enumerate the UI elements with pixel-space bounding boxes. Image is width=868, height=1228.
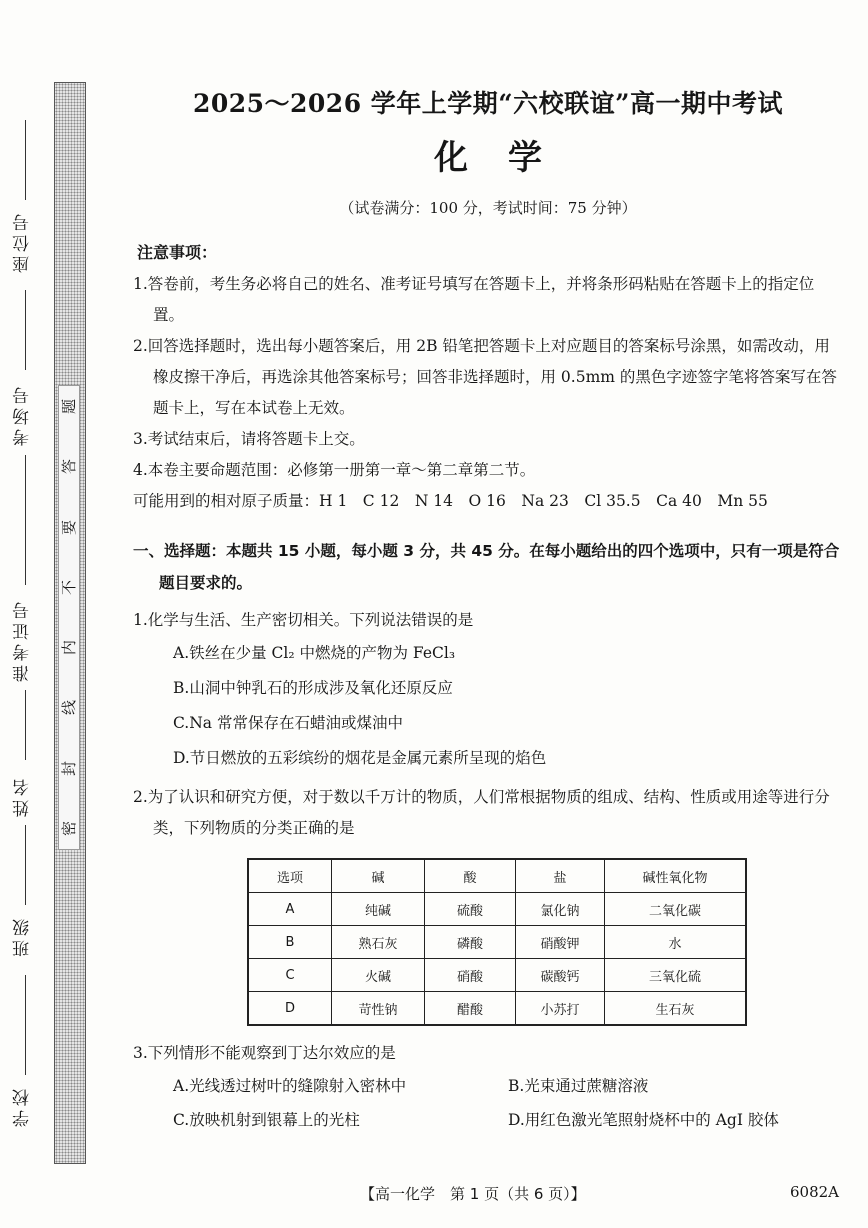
table-cell: A (248, 893, 332, 926)
table-header: 选项 (248, 859, 332, 893)
section-heading: 一、选择题：本题共 15 小题，每小题 3 分，共 45 分。在每小题给出的四个选项中，只有一项是符合题目要求的。 (133, 542, 840, 592)
question-1-option-a: A.铁丝在少量 Cl₂ 中燃烧的产物为 FeCl₃ (173, 644, 456, 662)
question-3-option-c: C.放映机射到银幕上的光柱 (173, 1111, 360, 1129)
notice-item: 4.本卷主要命题范围：必修第一册第一章～第二章第二节。 (133, 461, 536, 479)
class-label: 班级 (13, 915, 33, 957)
table-header: 酸 (425, 859, 516, 893)
question-1-option-c: C.Na 常常保存在石蜡油或煤油中 (173, 714, 403, 732)
binding-margin (0, 0, 110, 1228)
atomic-mass-line: 可能用到的相对原子质量：H 1 C 12 N 14 O 16 Na 23 Cl 35.5 Ca 40 Mn 55 (133, 492, 768, 510)
seal-char: 线 (60, 700, 79, 716)
table-cell: 碳酸钙 (516, 959, 605, 992)
table-cell: B (248, 926, 332, 959)
exam-page (133, 78, 843, 1137)
table-header: 碱 (332, 859, 425, 893)
field-line (25, 455, 26, 585)
table-header: 碱性氧化物 (605, 859, 747, 893)
table-cell: 硝酸钾 (516, 926, 605, 959)
question-1-option-d: D.节日燃放的五彩缤纷的烟花是金属元素所呈现的焰色 (173, 749, 547, 767)
table-cell: 生石灰 (605, 992, 747, 1026)
question-3-options-row (173, 1103, 843, 1137)
name-label: 姓名 (13, 775, 33, 817)
school-label: 学校 (13, 1085, 33, 1127)
question-3-option-d: D.用红色激光笔照射烧杯中的 AgI 胶体 (508, 1111, 779, 1129)
classification-table (247, 858, 747, 1026)
table-row (248, 926, 746, 959)
field-line (25, 690, 26, 760)
notice-item: 3.考试结束后，请将答题卡上交。 (133, 430, 365, 448)
table-cell: 磷酸 (425, 926, 516, 959)
table-cell: 小苏打 (516, 992, 605, 1026)
table-row (248, 959, 746, 992)
question-1-stem: 1.化学与生活、生产密切相关。下列说法错误的是 (133, 611, 474, 629)
question-3-option-b: B.光束通过蔗糖溶液 (508, 1077, 649, 1095)
table-cell: 苛性钠 (332, 992, 425, 1026)
table-cell: C (248, 959, 332, 992)
field-line (25, 120, 26, 200)
table-cell: 纯碱 (332, 893, 425, 926)
question-3-options-row (173, 1069, 843, 1103)
page-number: 【高一化学 第 1 页（共 6 页）】 (360, 1185, 586, 1203)
field-line (25, 290, 26, 370)
table-header: 盐 (516, 859, 605, 893)
seal-char: 密 (60, 820, 79, 836)
admission-number-label: 准考证号 (13, 598, 33, 682)
table-cell: 二氧化碳 (605, 893, 747, 926)
question-2-stem: 2.为了认识和研究方便，对于数以千万计的物质，人们常根据物质的组成、结构、性质或用途等进行分类，下列物质的分类正确的是 (133, 788, 830, 837)
question-3-stem: 3.下列情形不能观察到丁达尔效应的是 (133, 1044, 396, 1062)
seal-char: 要 (60, 519, 79, 535)
table-cell: 水 (605, 926, 747, 959)
table-cell: 醋酸 (425, 992, 516, 1026)
notice-item: 1.答卷前，考生务必将自己的姓名、准考证号填写在答题卡上，并将条形码粘贴在答题卡上的指定位置。 (133, 275, 815, 324)
table-row (248, 992, 746, 1026)
seal-char: 不 (60, 579, 79, 595)
seat-number-label: 座位号 (13, 210, 33, 273)
table-header-row (248, 859, 746, 893)
table-cell: 熟石灰 (332, 926, 425, 959)
field-line (25, 975, 26, 1075)
question-3-option-a: A.光线透过树叶的缝隙射入密林中 (173, 1077, 407, 1095)
exam-room-label: 考场号 (13, 383, 33, 446)
seal-char: 答 (60, 459, 79, 475)
exam-info: （试卷满分：100 分，考试时间：75 分钟） (339, 199, 637, 217)
table-row (248, 893, 746, 926)
subject-title: 化学 (434, 138, 582, 178)
table-cell: 硫酸 (425, 893, 516, 926)
seal-char: 题 (60, 398, 79, 415)
seal-char: 封 (60, 760, 79, 776)
field-line (25, 825, 26, 905)
table-cell: 三氧化硫 (605, 959, 747, 992)
seal-char: 内 (60, 640, 79, 656)
paper-code: 6082A (790, 1183, 840, 1201)
table-cell: 氯化钠 (516, 893, 605, 926)
table-cell: 火碱 (332, 959, 425, 992)
seal-notice (58, 385, 80, 850)
table-cell: D (248, 992, 332, 1026)
notice-item: 2.回答选择题时，选出每小题答案后，用 2B 铅笔把答题卡上对应题目的答案标号涂黑，如需改动，用橡皮擦干净后，再选涂其他答案标号；回答非选择题时，用 0.5mm 的黑色字迹签字笔将答案写在答题卡上，写在本试卷上无效。 (133, 337, 837, 417)
exam-title: 2025～2026 学年上学期“六校联谊”高一期中考试 (192, 89, 784, 118)
question-1-option-b: B.山洞中钟乳石的形成涉及氧化还原反应 (173, 679, 453, 697)
notice-heading: 注意事项： (137, 243, 218, 262)
table-cell: 硝酸 (425, 959, 516, 992)
